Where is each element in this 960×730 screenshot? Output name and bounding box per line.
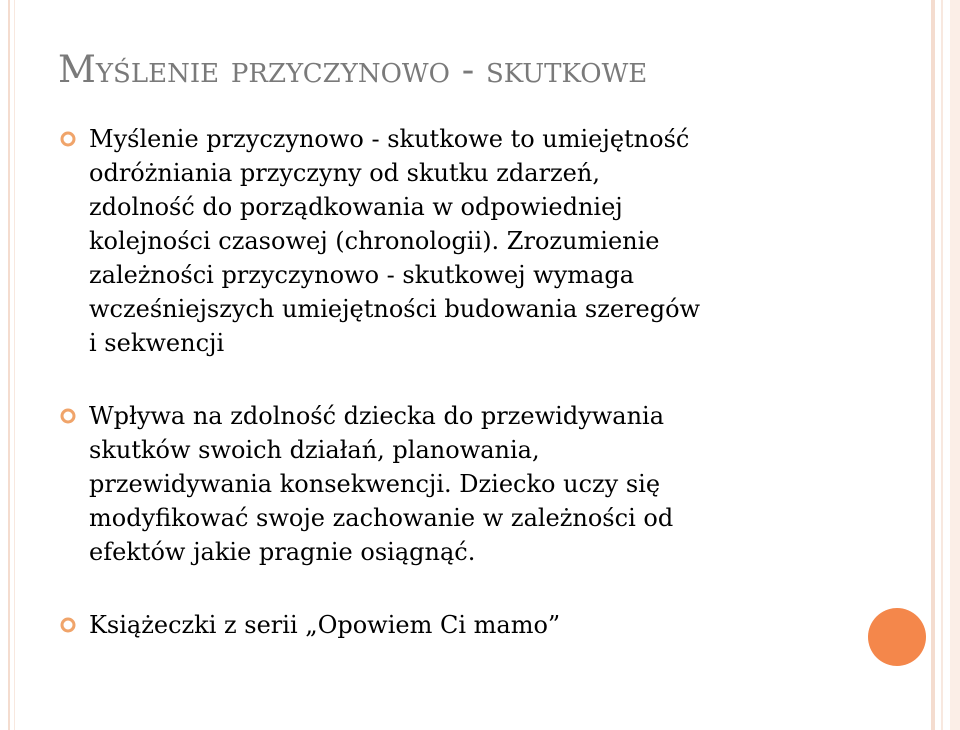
bullet-line: Wpływa na zdolność dziecka do przewidywania [89,402,665,430]
bullet-line: wcześniejszych umiejętności budowania szeregów [89,295,701,323]
bullet-item [60,608,860,642]
bullet-line: zależności przyczynowo - skutkowej wymaga [89,261,635,289]
bullet-line: kolejności czasowej (chronologii). Zrozumienie [89,227,660,255]
bullet-line: odróżniania przyczyny od skutku zdarzeń, [89,159,600,187]
decorative-orange-circle [868,608,926,666]
right-frame-line-inner [941,0,943,730]
slide-title: Myślenie przyczynowo - skutkowe [58,48,648,91]
bullet-icon [60,617,76,633]
right-frame-line [931,0,935,730]
left-frame-line-inner [14,0,15,730]
bullet-line: Książeczki z serii „Opowiem Ci mamo” [89,611,561,639]
left-frame-line [8,0,10,730]
bullet-item [60,122,860,360]
right-frame-band [950,0,960,730]
bullet-list [60,122,860,642]
bullet-line: Myślenie przyczynowo - skutkowe to umiejętność [89,125,690,153]
bullet-line: zdolność do porządkowania w odpowiedniej [89,193,623,221]
bullet-line: i sekwencji [89,329,225,357]
bullet-line: efektów jakie pragnie osiągnąć. [89,538,476,566]
bullet-icon [60,408,76,424]
bullet-line: przewidywania konsekwencji. Dziecko uczy się [89,470,661,498]
bullet-icon [60,131,76,147]
bullet-item [60,399,860,569]
bullet-line: modyfikować swoje zachowanie w zależności od [89,504,674,532]
bullet-line: skutków swoich działań, planowania, [89,436,540,464]
